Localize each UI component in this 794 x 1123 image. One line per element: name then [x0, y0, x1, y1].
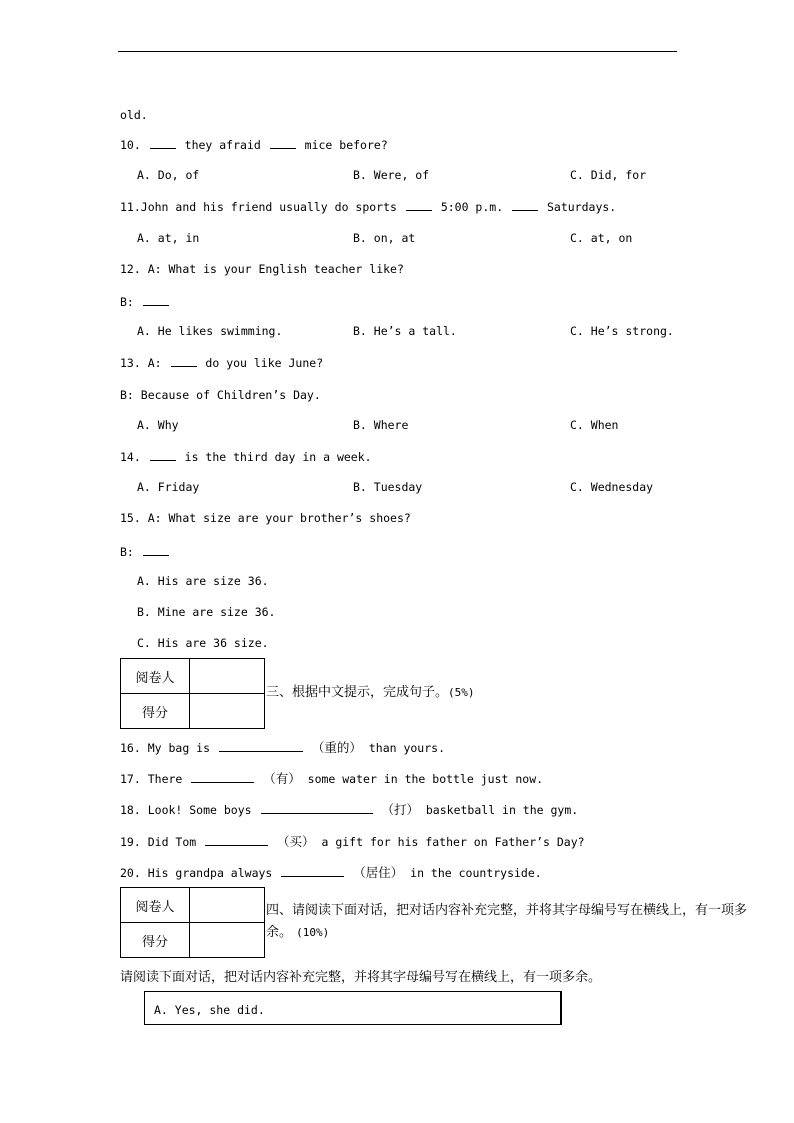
answer-blank[interactable]	[205, 834, 268, 846]
section-4-instruction: 请阅读下面对话，把对话内容补充完整，并将其字母编号写在横线上，有一项多余。	[120, 970, 602, 985]
score-box	[120, 887, 265, 958]
answer-blank[interactable]	[512, 199, 538, 211]
question-11: 11.John and his friend usually do sports 5:00 p.m. Saturdays.	[120, 200, 617, 214]
answer-blank[interactable]	[191, 771, 254, 783]
reviewer-field[interactable]	[190, 888, 265, 923]
option-c: C. When	[570, 418, 619, 432]
option-b: B. Were, of	[353, 168, 430, 182]
sentence-16: 16. My bag is （重的） than yours.	[120, 740, 446, 755]
option-a: A. at, in	[137, 231, 200, 245]
option-c: C. at, on	[570, 231, 633, 245]
option-a: A. Friday	[137, 480, 200, 494]
answer-blank[interactable]	[406, 199, 432, 211]
option-b: B. Tuesday	[353, 480, 423, 494]
option-b: B. Mine are size 36.	[137, 605, 276, 619]
answer-blank[interactable]	[281, 865, 344, 877]
answer-blank[interactable]	[219, 740, 303, 752]
section-3-title: 三、根据中文提示，完成句子。(5%)	[266, 685, 475, 700]
option-a: A. He likes swimming.	[137, 324, 283, 338]
sentence-17: 17. There （有） some water in the bottle just now.	[120, 771, 544, 786]
reviewer-label: 阅卷人	[121, 659, 190, 694]
answer-blank[interactable]	[171, 355, 197, 367]
question-13: 13. A: do you like June?	[120, 356, 324, 370]
reviewer-label: 阅卷人	[121, 888, 190, 923]
answer-line: B:	[120, 294, 171, 309]
score-label: 得分	[121, 694, 190, 729]
score-box	[120, 658, 265, 729]
question-10: 10. they afraid mice before?	[120, 138, 388, 152]
option-c: C. He’s strong.	[570, 324, 674, 338]
answer-line: B:	[120, 544, 171, 559]
option-c: C. His are 36 size.	[137, 636, 269, 650]
option-c: C. Wednesday	[570, 480, 654, 494]
option-a: A. His are size 36.	[137, 574, 269, 588]
question-12: 12. A: What is your English teacher like?	[120, 262, 404, 276]
option-a: A. Do, of	[137, 168, 200, 182]
sentence-19: 19. Did Tom （买） a gift for his father on Father’s Day?	[120, 834, 585, 849]
option-b: B. He’s a tall.	[353, 324, 457, 338]
score-field[interactable]	[190, 923, 265, 958]
option-b: B. on, at	[353, 231, 416, 245]
option-box	[144, 991, 562, 1025]
option-a: A. Why	[137, 418, 179, 432]
question-14: 14. is the third day in a week.	[120, 450, 372, 464]
header-rule	[118, 51, 677, 52]
option-c: C. Did, for	[570, 168, 647, 182]
answer-line: B: Because of Children’s Day.	[120, 388, 321, 402]
answer-blank[interactable]	[270, 137, 296, 149]
section-4-title: 四、请阅读下面对话，把对话内容补充完整，并将其字母编号写在横线上，有一项多 余。 (10%)	[266, 903, 748, 940]
answer-blank[interactable]	[150, 137, 176, 149]
option-b: B. Where	[353, 418, 409, 432]
reviewer-field[interactable]	[190, 659, 265, 694]
question-15: 15. A: What size are your brother’s shoes?	[120, 511, 411, 525]
answer-blank[interactable]	[261, 802, 373, 814]
continuation-text: old.	[120, 108, 148, 122]
sentence-20: 20. His grandpa always （居住） in the countryside.	[120, 865, 542, 880]
option-box-text: A. Yes, she did.	[154, 1003, 265, 1017]
sentence-18: 18. Look! Some boys （打） basketball in the gym.	[120, 802, 579, 817]
answer-blank[interactable]	[150, 449, 176, 461]
answer-blank[interactable]	[143, 544, 169, 556]
score-label: 得分	[121, 923, 190, 958]
answer-blank[interactable]	[143, 294, 169, 306]
score-field[interactable]	[190, 694, 265, 729]
